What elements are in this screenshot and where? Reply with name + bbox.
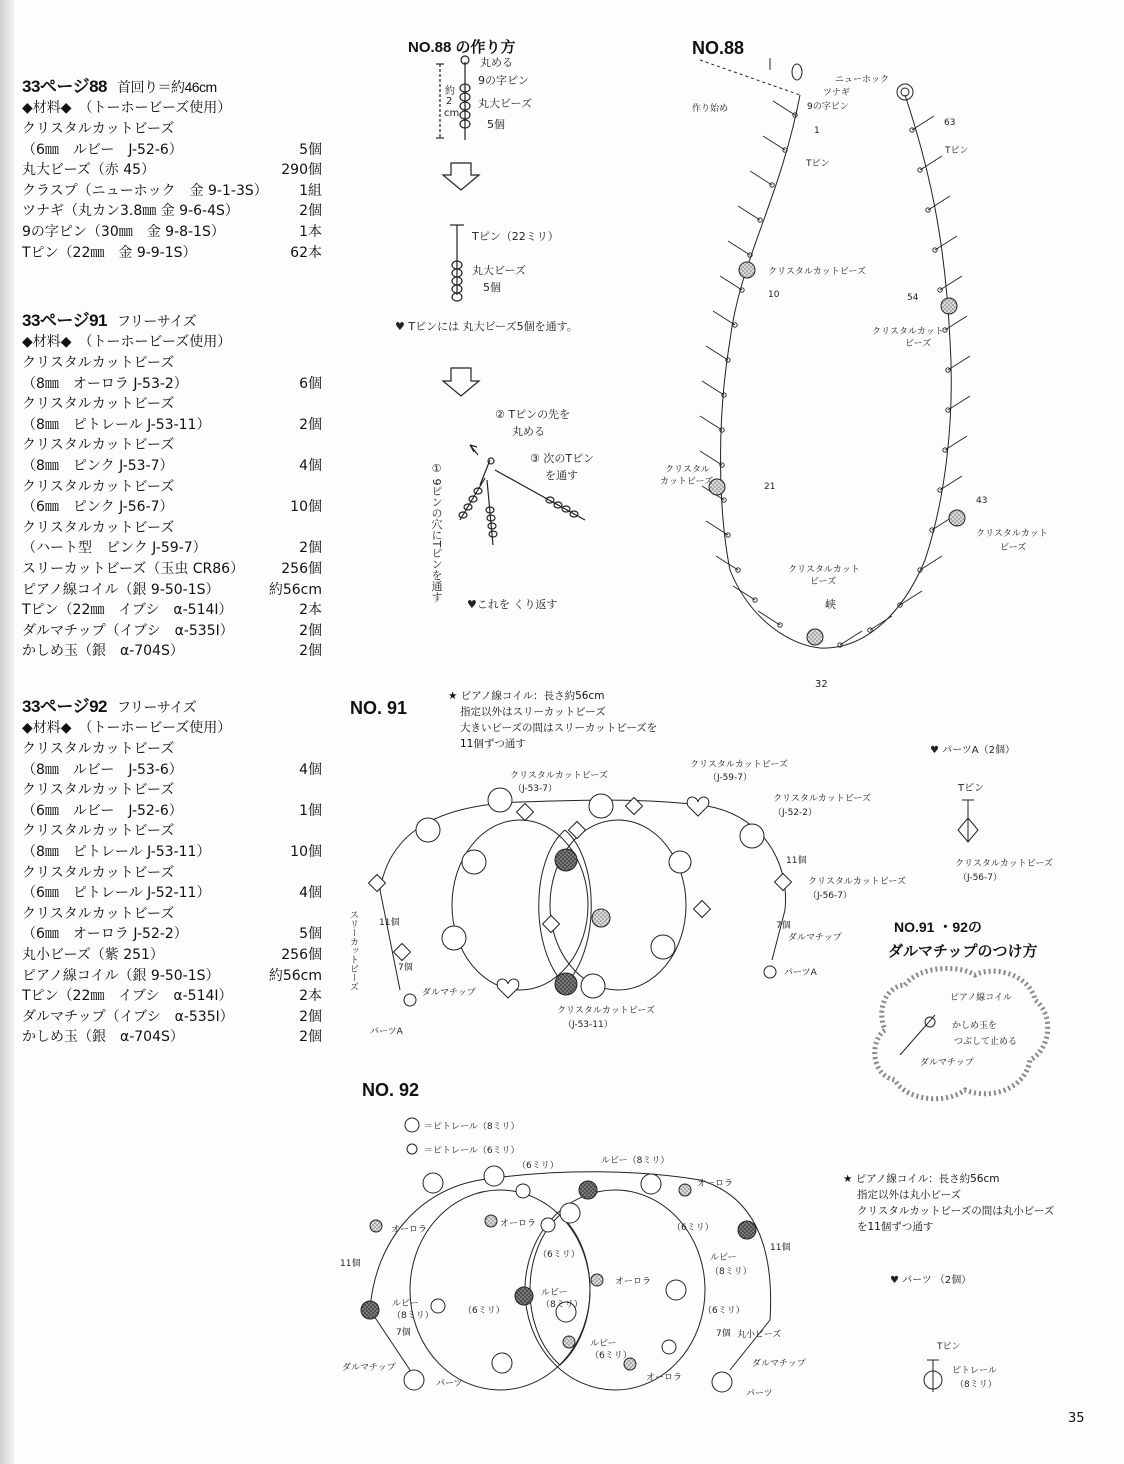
material-qty: 1個 xyxy=(299,802,322,819)
material-qty: 2本 xyxy=(299,988,322,1005)
materials-heading: ◆材料◆ （トーホービーズ使用） xyxy=(22,720,232,736)
label: 32 xyxy=(815,679,828,690)
label: ダルマチップ xyxy=(788,933,842,943)
label: ニューホック xyxy=(835,75,890,85)
label: 9の字ピン xyxy=(478,74,529,87)
label: Tピン xyxy=(806,159,830,169)
material-name: クリスタルカットビーズ xyxy=(22,121,175,137)
label: スリーカットビーズ xyxy=(348,910,358,991)
label: 丸大ビーズ xyxy=(478,97,533,110)
tpin-branch xyxy=(713,311,735,325)
label: 9の字ピン xyxy=(807,102,849,112)
material-name: ダルマチップ（イブシ α-535I） xyxy=(22,622,234,639)
material-name: Tピン（22㎜ 金 9-9-1S） xyxy=(22,244,197,261)
tpin-branch xyxy=(728,241,750,255)
bead-crystal xyxy=(949,510,965,526)
label: （8ミリ） xyxy=(541,1300,583,1310)
note: ★ ピアノ線コイル：長さ約56cm xyxy=(448,690,605,702)
tpin-branch xyxy=(912,116,934,130)
tpin-branch xyxy=(716,556,738,570)
label: ルビー（8ミリ） xyxy=(601,1156,670,1166)
label: ルビー xyxy=(541,1288,568,1298)
label: Tピン xyxy=(937,1342,961,1352)
label: クリスタルカットビーズ xyxy=(955,859,1053,869)
label: ② Tピンの先を xyxy=(495,408,571,421)
label: （J-59-7） xyxy=(708,773,753,783)
label: ＝ピトレール（6ミリ） xyxy=(424,1146,520,1156)
tpin-branch xyxy=(733,586,755,600)
label: 11個 xyxy=(786,856,807,866)
tpin-branch xyxy=(870,616,892,630)
materials-heading: ◆材料◆ （トーホービーズ使用） xyxy=(22,334,232,350)
material-name: クリスタルカットビーズ xyxy=(22,741,175,757)
note: ♥ Tピンには 丸大ビーズ5個を通す。 xyxy=(395,320,578,333)
label: ダルマチップ xyxy=(342,1363,396,1373)
label: オーロラ xyxy=(615,1277,652,1287)
material-name: ツナギ（丸カン3.8㎜ 金 9-6-4S） xyxy=(22,203,239,220)
label: （6ミリ） xyxy=(463,1306,505,1316)
label: 7個 xyxy=(776,921,791,931)
material-name: 丸大ビーズ（赤 45） xyxy=(22,162,156,179)
label: 丸める xyxy=(512,425,545,438)
note: 指定以外は丸小ビーズ xyxy=(857,1189,962,1201)
bead-crystal xyxy=(941,298,957,314)
label: クリスタルカット xyxy=(788,565,860,575)
material-name: クリスタルカットビーズ xyxy=(22,823,175,840)
material-qty: 6個 xyxy=(299,375,322,392)
arrow-down-icon xyxy=(443,163,479,190)
label: オーロラ xyxy=(646,1373,683,1383)
label: ダルマチップ xyxy=(752,1359,806,1369)
label: ♥これを くり返す xyxy=(467,598,558,611)
label: 54 xyxy=(907,293,919,303)
material-name: （6㎜ ピンク J-56-7） xyxy=(22,499,174,516)
label: ダルマチップ xyxy=(920,1058,974,1068)
label: クリスタルカットビーズ xyxy=(690,760,788,770)
note: 大きいビーズの間はスリーカットビーズを xyxy=(460,722,658,734)
note: クリスタルカットビーズの間は丸小ビーズ xyxy=(857,1205,1055,1217)
material-qty: 2個 xyxy=(299,540,322,557)
tpin-branch xyxy=(928,196,950,210)
label: （8ミリ） xyxy=(955,1380,997,1390)
label: 7個 xyxy=(716,1329,731,1339)
daruma-howto-title: NO.91 ・92の xyxy=(894,919,982,935)
material-qty: 1本 xyxy=(299,223,322,240)
label: 10 xyxy=(768,290,780,300)
tpin-branch xyxy=(706,346,728,360)
material-name: クリスタルカットビーズ xyxy=(22,437,175,454)
note: 11個ずつ通す xyxy=(460,738,526,750)
material-qty: 2個 xyxy=(299,416,322,433)
parts-a-diagram xyxy=(958,800,978,842)
label: 21 xyxy=(764,482,776,492)
page-number: 35 xyxy=(1068,1411,1085,1426)
material-name: クリスタルカットビーズ xyxy=(22,782,175,799)
label: ♥ パーツA（2個） xyxy=(930,745,1015,756)
material-name: 9の字ピン（30㎜ 金 9-8-1S） xyxy=(22,223,225,240)
material-name: クリスタルカットビーズ xyxy=(22,355,175,371)
material-qty: 62本 xyxy=(290,244,322,261)
material-name: （8㎜ オーロラ J-53-2） xyxy=(22,375,188,392)
label: ① 9ピンの穴にTピンを通す xyxy=(430,462,443,603)
label: 2 xyxy=(446,96,453,107)
material-name: クリスタルカットビーズ xyxy=(22,519,175,536)
label: cm xyxy=(444,108,460,119)
label: （J-56-7） xyxy=(808,891,853,901)
label: ダルマチップ xyxy=(422,988,476,998)
label: カットビーズ xyxy=(660,477,714,487)
label: （6ミリ） xyxy=(672,1223,714,1233)
label: ツナギ xyxy=(823,88,851,98)
material-qty: 2個 xyxy=(299,203,322,220)
parts-92-diagram xyxy=(924,1360,942,1392)
material-name: スリーカットビーズ（玉虫 CR86） xyxy=(22,560,245,577)
label: オーロラ xyxy=(391,1225,428,1235)
label: 峡 xyxy=(825,598,836,611)
label: ピアノ線コイル xyxy=(950,993,1013,1003)
material-qty: 4個 xyxy=(299,761,322,778)
label: 11個 xyxy=(770,1243,791,1253)
label: （J-56-7） xyxy=(958,873,1003,883)
tpin-branch xyxy=(773,101,795,115)
material-qty: 2個 xyxy=(299,1008,322,1025)
note: 指定以外はスリーカットビーズ xyxy=(460,706,606,718)
label: クリスタルカットビーズ xyxy=(808,877,906,887)
material-qty: 約56cm xyxy=(268,967,322,984)
material-name: （6㎜ ピトレール J-52-11） xyxy=(22,885,211,902)
label: （J-53-11） xyxy=(563,1020,613,1030)
label: パーツ xyxy=(436,1379,463,1389)
tpin-branch xyxy=(900,591,922,605)
label: パーツ xyxy=(746,1389,773,1399)
label: 11個 xyxy=(340,1259,361,1269)
necklace-88-diagram xyxy=(700,58,951,648)
label: （J-53-7） xyxy=(513,784,558,794)
label: クリスタルカット xyxy=(872,327,944,337)
label: 1 xyxy=(814,126,820,136)
tpin-branch xyxy=(738,206,760,220)
label: クリスタル xyxy=(665,465,710,475)
material-qty: 2個 xyxy=(299,622,322,639)
label: （8ミリ） xyxy=(392,1311,434,1321)
label: （6ミリ） xyxy=(538,1250,580,1260)
material-qty: 256個 xyxy=(281,560,322,577)
material-qty: 2本 xyxy=(299,602,322,619)
section-title-92: 33ページ92 フリーサイズ xyxy=(22,697,197,716)
label: Tピン xyxy=(958,783,985,794)
label: Tピン（22ミリ） xyxy=(472,230,559,243)
material-name: クリスタルカットビーズ xyxy=(22,905,175,922)
note: を11個ずつ通す xyxy=(857,1221,934,1233)
label: クリスタルカットビーズ xyxy=(557,1006,655,1016)
label: ビーズ xyxy=(810,577,837,587)
no88-title: NO.88 xyxy=(692,38,745,58)
section-title-91: 33ページ91 フリーサイズ xyxy=(22,311,197,330)
material-name: ピアノ線コイル（銀 9-50-1S） xyxy=(22,967,220,984)
label: ③ 次のTピン xyxy=(530,452,595,465)
label: ルビー xyxy=(710,1253,737,1263)
label: 63 xyxy=(944,118,956,128)
tpin-branch xyxy=(763,136,785,150)
bead-crystal xyxy=(739,262,755,278)
bead-crystal xyxy=(807,629,823,645)
label: 作り始め xyxy=(692,104,729,114)
tpin-branch xyxy=(706,521,728,535)
label: ピトレール xyxy=(952,1366,997,1376)
label: ルビー xyxy=(392,1299,419,1309)
label: ＝ピトレール（8ミリ） xyxy=(424,1122,520,1132)
material-name: （8㎜ ピンク J-53-7） xyxy=(22,457,174,474)
label: 丸める xyxy=(480,56,513,69)
label: （8ミリ） xyxy=(710,1267,752,1277)
label: オーロラ xyxy=(697,1179,734,1189)
material-qty: 1組 xyxy=(299,182,322,199)
tpin-branch xyxy=(935,236,957,250)
material-name: （ハート型 ピンク J-59-7） xyxy=(22,540,207,557)
tpin-branch xyxy=(750,171,772,185)
tpin-branch xyxy=(700,416,722,430)
label: （6ミリ） xyxy=(517,1161,559,1171)
label: 5個 xyxy=(487,118,505,131)
material-name: （8㎜ ピトレール J-53-11） xyxy=(22,416,211,433)
material-name: ピアノ線コイル（銀 9-50-1S） xyxy=(22,581,220,598)
label: 7個 xyxy=(396,1328,411,1338)
label: 丸小ビーズ xyxy=(737,1330,782,1340)
label: クリスタルカットビーズ xyxy=(510,771,608,781)
material-name: （6㎜ ルビー J-52-6） xyxy=(22,141,183,158)
arrow-down-icon xyxy=(443,368,479,396)
material-qty: 4個 xyxy=(299,457,322,474)
label: クリスタルカット xyxy=(976,529,1048,539)
tpin-branch xyxy=(720,276,742,290)
material-name: クラスプ（ニューホック 金 9-1-3S） xyxy=(22,182,268,199)
label: 5個 xyxy=(483,281,501,294)
material-name: Tピン（22㎜ イブシ α-514I） xyxy=(22,988,233,1005)
material-qty: 10個 xyxy=(290,843,322,860)
label: ルビー xyxy=(590,1339,617,1349)
material-qty: 2個 xyxy=(299,643,322,660)
note: ★ ピアノ線コイル：長さ約56cm xyxy=(843,1173,1000,1185)
label: パーツA xyxy=(370,1027,403,1037)
label: つぶして止める xyxy=(954,1037,1018,1047)
material-name: かしめ玉（銀 α-704S） xyxy=(22,643,184,660)
material-name: （8㎜ ルビー J-53-6） xyxy=(22,761,183,778)
material-name: クリスタルカットビーズ xyxy=(22,396,175,413)
label: （J-52-2） xyxy=(773,808,818,818)
material-name: （6㎜ ルビー J-52-6） xyxy=(22,802,183,819)
material-qty: 10個 xyxy=(290,499,322,516)
label: クリスタルカットビーズ xyxy=(768,267,866,277)
material-name: 丸小ビーズ（紫 251） xyxy=(22,946,164,963)
material-name: （8㎜ ピトレール J-53-11） xyxy=(22,843,211,860)
material-name: Tピン（22㎜ イブシ α-514I） xyxy=(22,602,233,619)
no92-title: NO. 92 xyxy=(362,1080,420,1100)
label: 7個 xyxy=(398,963,413,973)
material-name: ダルマチップ（イブシ α-535I） xyxy=(22,1008,234,1025)
material-qty: 5個 xyxy=(299,141,322,158)
label: オーロラ xyxy=(500,1219,537,1229)
materials-heading: ◆材料◆ （トーホービーズ使用） xyxy=(22,100,232,116)
label: 約 xyxy=(445,86,455,97)
material-qty: 4個 xyxy=(299,885,322,902)
howto-tpin-diagram xyxy=(450,225,464,301)
howto-88-title: NO.88 の作り方 xyxy=(408,39,516,56)
material-name: （6㎜ オーロラ J-52-2） xyxy=(22,926,188,943)
tpin-branch xyxy=(702,381,724,395)
howto-ninepin-diagram xyxy=(436,56,470,140)
label: （6ミリ） xyxy=(703,1306,745,1316)
material-qty: 256個 xyxy=(281,946,322,963)
label: Tピン xyxy=(945,146,969,156)
material-qty: 約56cm xyxy=(268,581,322,598)
material-qty: 2個 xyxy=(299,1029,322,1046)
material-name: クリスタルカットビーズ xyxy=(22,864,175,881)
label: 丸大ビーズ xyxy=(472,264,527,277)
label: （6ミリ） xyxy=(590,1351,632,1361)
label: かしめ玉を xyxy=(952,1021,998,1031)
material-name: クリスタルカットビーズ xyxy=(22,478,175,495)
no91-title: NO. 91 xyxy=(350,698,408,718)
material-name: かしめ玉（銀 α-704S） xyxy=(22,1029,184,1046)
label: ビーズ xyxy=(905,339,932,349)
label: パーツA xyxy=(784,968,817,978)
label: ♥ パーツ （2個） xyxy=(890,1275,972,1286)
section-title-88: 33ページ88 首回り＝約46cm xyxy=(22,77,217,96)
material-qty: 290個 xyxy=(281,162,322,179)
tpin-branch xyxy=(940,276,962,290)
daruma-howto-title2: ダルマチップのつけ方 xyxy=(888,943,1038,960)
material-qty: 5個 xyxy=(299,926,322,943)
label: クリスタルカットビーズ xyxy=(773,794,871,804)
label: を通す xyxy=(545,469,578,482)
label: ビーズ xyxy=(1000,543,1027,553)
label: 11個 xyxy=(379,918,400,928)
label: 43 xyxy=(976,496,988,506)
